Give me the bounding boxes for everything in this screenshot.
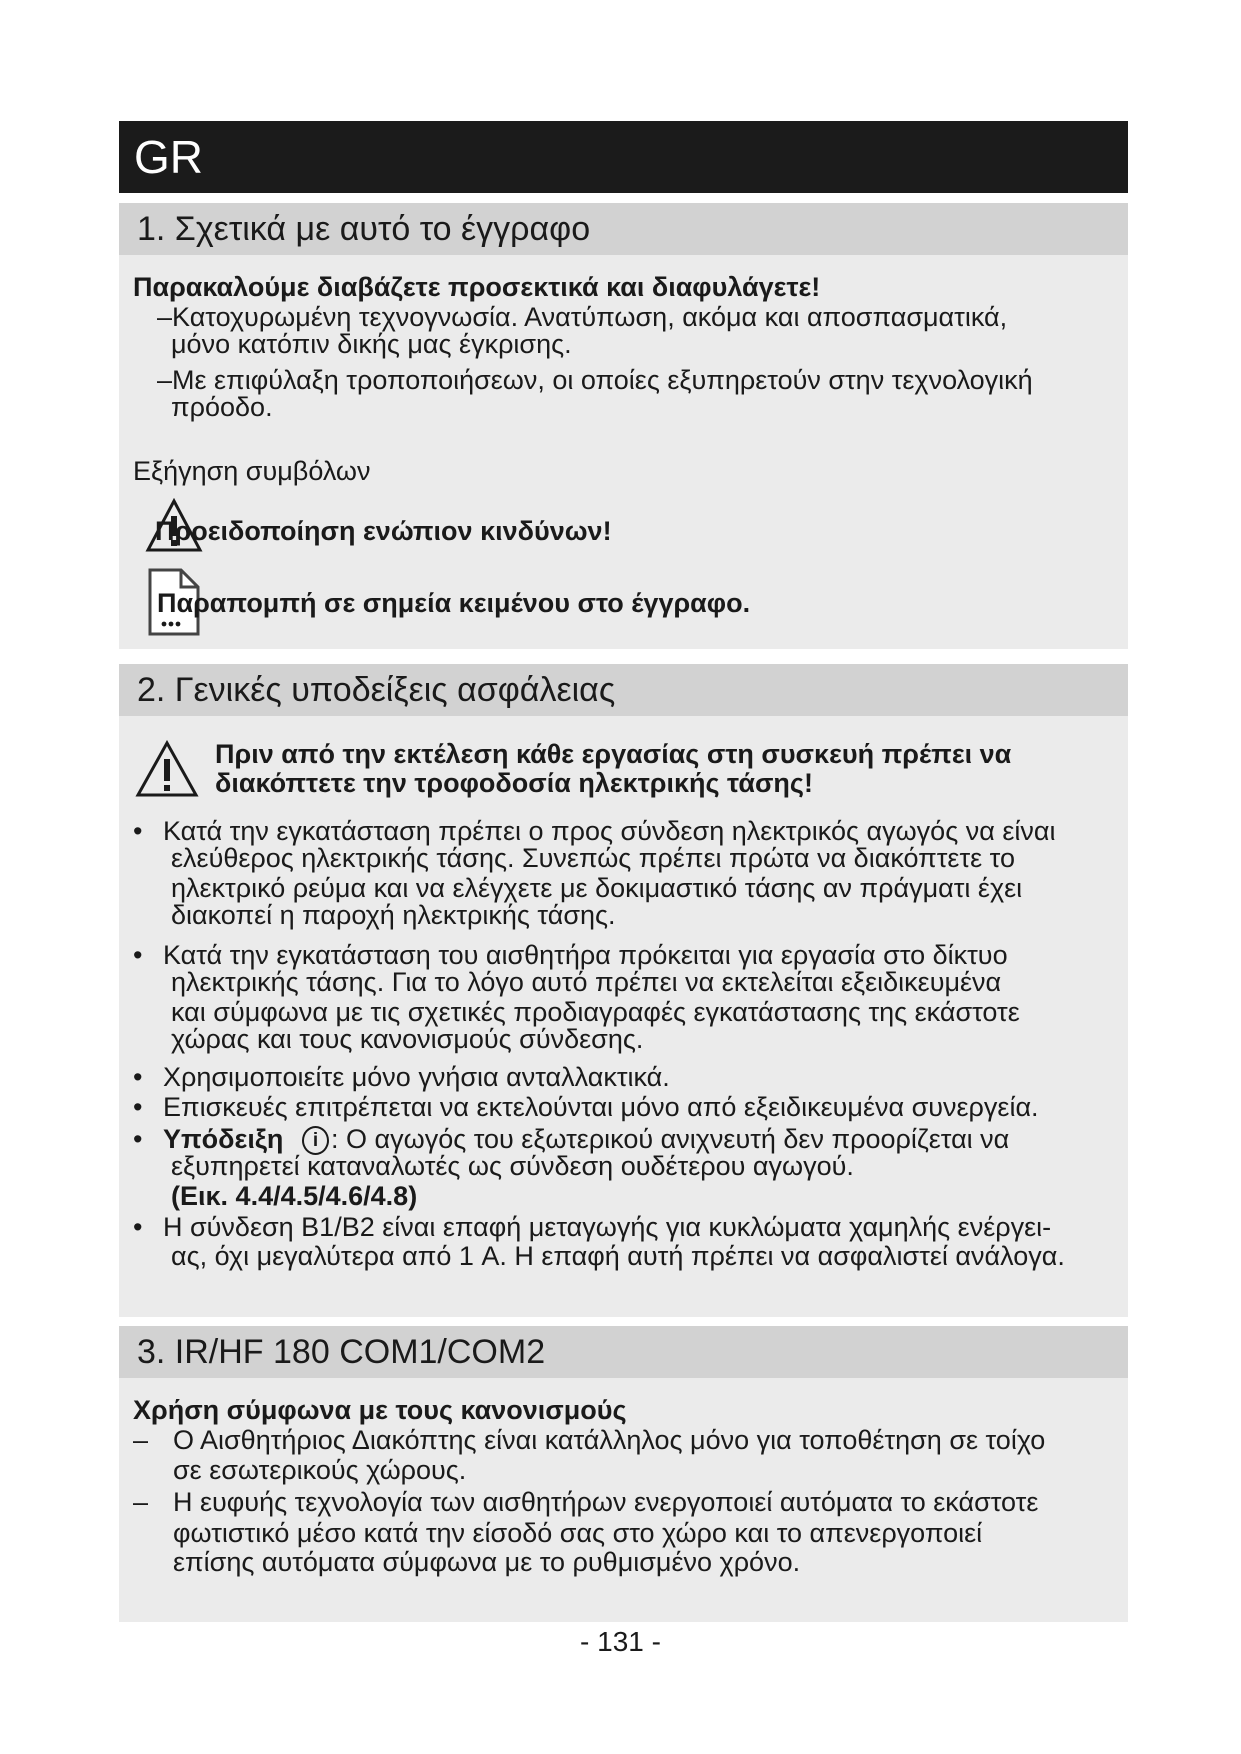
dash-item-text: Η ευφυής τεχνολογία των αισθητήρων ενεργοποιεί αυτόματα το εκάστοτε bbox=[173, 1487, 1039, 1517]
bullet-text: ηλεκτρικό ρεύμα και να ελέγχετε με δοκιμαστικό τάσης αν πράγματι έχει bbox=[171, 873, 1023, 903]
bullet-text: Κατά την εγκατάσταση του αισθητήρα πρόκειται για εργασία στο δίκτυο bbox=[163, 940, 1008, 970]
section-safety-instructions bbox=[119, 664, 1128, 1317]
info-symbol: i bbox=[312, 1130, 319, 1151]
dash-item-text: φωτιστικό μέσο κατά την είσοδό σας στο χώρο και το απενεργοποιεί bbox=[173, 1518, 983, 1548]
list-item-copyright-line2: μόνο κατόπιν δικής μας έγκρισης. bbox=[171, 329, 572, 359]
page-number: - 131 - bbox=[580, 1626, 661, 1657]
bullet-icon: • bbox=[133, 1062, 143, 1092]
section-body bbox=[119, 255, 1128, 649]
bullet-text: ελεύθερος ηλεκτρικής τάσης. Συνεπώς πρέπει πρώτα να διακόπτετε το bbox=[171, 843, 1015, 873]
power-warning-line1: Πριν από την εκτέλεση κάθε εργασίας στη συσκευή πρέπει να bbox=[215, 739, 1012, 769]
bullet-icon: • bbox=[133, 940, 143, 970]
bullet-text: χώρας και τους κανονισμούς σύνδεσης. bbox=[171, 1024, 644, 1054]
bullet-icon: • bbox=[133, 1092, 143, 1122]
language-label: GR bbox=[134, 131, 203, 183]
section-title: 3. IR/HF 180 COM1/COM2 bbox=[119, 1326, 1128, 1378]
dash-icon: – bbox=[133, 1425, 149, 1455]
section-body bbox=[119, 716, 1128, 1317]
section-product bbox=[119, 1326, 1128, 1622]
note-label: Υπόδειξη bbox=[163, 1124, 284, 1154]
bullet-icon: • bbox=[133, 816, 143, 846]
section-title: 1. Σχετικά με αυτό το έγγραφο bbox=[119, 203, 1128, 255]
reference-symbol-description: Παραπομπή σε σημεία κειμένου στο έγγραφο. bbox=[157, 588, 751, 618]
power-warning-line2: διακόπτετε την τροφοδοσία ηλεκτρικής τάσης! bbox=[215, 768, 813, 798]
bullet-text: : Ο αγωγός του εξωτερικού ανιχνευτή δεν προορίζεται να bbox=[331, 1124, 1010, 1154]
intended-use-heading: Χρήση σύμφωνα με τους κανονισμούς bbox=[133, 1395, 627, 1425]
bullet-text: ας, όχι μεγαλύτερα από 1 A. Η επαφή αυτή πρέπει να ασφαλιστεί ανάλογα. bbox=[171, 1241, 1065, 1271]
list-item-changes-line2: πρόοδο. bbox=[171, 392, 273, 422]
warning-triangle-icon bbox=[135, 740, 199, 798]
bullet-icon: • bbox=[133, 1212, 143, 1242]
intro-notice: Παρακαλούμε διαβάζετε προσεκτικά και διαφυλάγετε! bbox=[133, 272, 821, 302]
list-item-changes-line1: –Με επιφύλαξη τροποποιήσεων, οι οποίες εξυπηρετούν στην τεχνολογική bbox=[157, 365, 1033, 395]
bullet-text: Κατά την εγκατάσταση πρέπει ο προς σύνδεση ηλεκτρικός αγωγός να είναι bbox=[163, 816, 1056, 846]
language-header-bar bbox=[119, 121, 1128, 193]
bullet-text: διακοπεί η παροχή ηλεκτρικής τάσης. bbox=[171, 900, 616, 930]
section-about-document bbox=[119, 203, 1128, 649]
bullet-icon: • bbox=[133, 1124, 143, 1154]
bullet-text: και σύμφωνα με τις σχετικές προδιαγραφές εγκατάστασης της εκάστοτε bbox=[171, 997, 1020, 1027]
dash-item-text: σε εσωτερικούς χώρους. bbox=[173, 1455, 467, 1485]
bullet-text: Επισκευές επιτρέπεται να εκτελούνται μόνο από εξειδικευμένα συνεργεία. bbox=[163, 1092, 1039, 1122]
section-title: 2. Γενικές υποδείξεις ασφάλειας bbox=[119, 664, 1128, 716]
dash-icon: – bbox=[133, 1487, 149, 1517]
dash-item-text: επίσης αυτόματα σύμφωνα με το ρυθμισμένο χρόνο. bbox=[173, 1547, 801, 1577]
bullet-text: ηλεκτρικής τάσης. Για το λόγο αυτό πρέπει να εκτελείται εξειδικευμένα bbox=[171, 967, 1002, 997]
list-item-copyright-line1: –Κατοχυρωμένη τεχνογνωσία. Ανατύπωση, ακόμα και αποσπασματικά, bbox=[157, 302, 1008, 332]
bullet-text: Η σύνδεση B1/B2 είναι επαφή μεταγωγής για κυκλώματα χαμηλής ενέργει- bbox=[163, 1212, 1052, 1242]
bullet-text: Χρησιμοποιείτε μόνο γνήσια ανταλλακτικά. bbox=[163, 1062, 670, 1092]
warning-symbol-description: Προειδοποίηση ενώπιον κινδύνων! bbox=[155, 516, 612, 546]
section-body bbox=[119, 1378, 1128, 1622]
symbols-heading: Εξήγηση συμβόλων bbox=[133, 456, 371, 486]
dash-item-text: Ο Αισθητήριος Διακόπτης είναι κατάλληλος μόνο για τοποθέτηση σε τοίχο bbox=[173, 1425, 1046, 1455]
figure-reference: (Εικ. 4.4/4.5/4.6/4.8) bbox=[171, 1181, 418, 1211]
bullet-text: εξυπηρετεί καταναλωτές ως σύνδεση ουδέτερου αγωγού. bbox=[171, 1151, 854, 1181]
